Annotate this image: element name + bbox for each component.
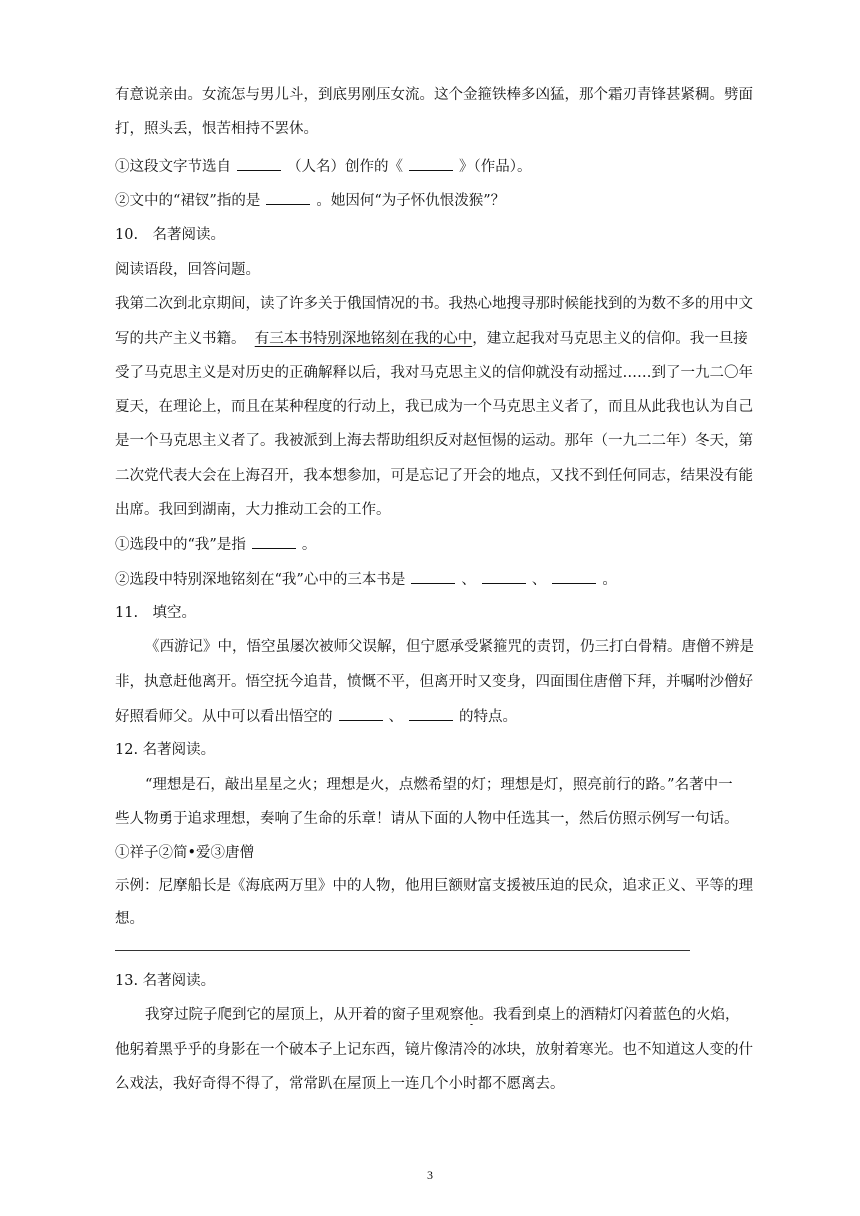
question-text: 。	[301, 537, 317, 553]
question-text: 好照看师父。从中可以看出悟空的	[115, 709, 333, 725]
passage-line: 是一个马克思主义者了。我被派到上海去帮助组织反对赵恒惕的运动。那年（一九二二年）冬天，第	[115, 433, 753, 449]
answer-blank[interactable]	[552, 569, 596, 584]
separator: 、	[388, 709, 403, 725]
passage-text: 我穿过院子爬到它的屋顶上，从开着的窗子里观察	[145, 1007, 464, 1023]
passage-line: 夏天，在理论上，而且在某种程度的行动上，我已成为一个马克思主义者了，而且从此我也认为自己	[115, 399, 753, 415]
answer-blank[interactable]	[482, 569, 526, 584]
answer-blank[interactable]	[252, 534, 296, 549]
answer-blank[interactable]	[411, 569, 455, 584]
passage-line: 受了马克思主义是对历史的正确解释以后，我对马克思主义的信仰就没有动摇过……到了一九二〇年	[115, 365, 753, 381]
answer-blank[interactable]	[409, 156, 453, 171]
underlined-sentence: 有三本书特别深地铭刻在我的心中	[254, 331, 473, 347]
separator: 、	[531, 572, 547, 588]
question-12-heading: 12. 名著阅读。	[115, 742, 216, 758]
emphasized-word: 他	[464, 1007, 479, 1023]
separator: 、	[461, 572, 476, 588]
passage-line: “理想是石，敲出星星之火；理想是火，点燃希望的灯；理想是灯，照亮前行的路。”名著中一	[145, 777, 733, 793]
answer-blank[interactable]	[266, 190, 310, 205]
question-text: 。	[602, 572, 617, 588]
question-11-fill	[115, 706, 780, 727]
question-text: ①这段文字节选自	[115, 159, 231, 175]
question-12-options: ①祥子②简•爱③唐僧	[115, 845, 255, 861]
example-line: 想。	[115, 911, 144, 927]
answer-blank[interactable]	[237, 156, 281, 171]
question-11-heading: 11. 填空。	[115, 605, 197, 621]
question-text: 。她因何“为子怀仇恨泼猴”？	[316, 193, 506, 209]
passage-line	[145, 1005, 780, 1025]
question-text: ①选段中的“我”是指	[115, 537, 246, 553]
passage-line: 有意说亲由。女流怎与男儿斗，到底男刚压女流。这个金箍铁棒多凶猛，那个霜刃青锋甚紧稠。劈面	[115, 87, 753, 103]
answer-line[interactable]	[115, 950, 690, 951]
passage-line: 出席。我回到湖南，大力推动工会的工作。	[115, 502, 391, 518]
question-text: 》（作品）。	[459, 159, 532, 175]
question-text: ②文中的“裙钗”指的是	[115, 193, 261, 209]
passage-text: 写的共产主义书籍。	[115, 331, 246, 347]
question-text: ②选段中特别深地铭刻在“我”心中的三本书是	[115, 572, 406, 588]
passage-text: 。我看到桌上的酒精灯闪着蓝色的火焰，	[478, 1007, 740, 1023]
passage-line: 我第二次到北京期间，读了许多关于俄国情况的书。我热心地搜寻那时候能找到的为数不多的用中文	[115, 296, 753, 312]
passage-line: 二次党代表大会在上海召开，我本想参加，可是忘记了开会的地点，又找不到任何同志，结果没有能	[115, 468, 753, 484]
question-text: 的特点。	[459, 709, 517, 725]
question-13-heading: 13. 名著阅读。	[115, 973, 216, 989]
answer-blank[interactable]	[339, 706, 383, 721]
passage-line: 《西游记》中，悟空虽屡次被师父误解，但宁愿承受紧箍咒的责罚，仍三打白骨精。唐僧不辨是	[145, 639, 754, 655]
question-9-1	[115, 156, 780, 177]
answer-blank[interactable]	[409, 706, 453, 721]
passage-line: 他躬着黑乎乎的身影在一个破本子上记东西，镜片像清冷的冰块，放射着寒光。也不知道这人变的什	[115, 1042, 753, 1058]
passage-line: 些人物勇于追求理想，奏响了生命的乐章！请从下面的人物中任选其一，然后仿照示例写一句话。	[115, 811, 739, 827]
passage-text: ，建立起我对马克思主义的信仰。我一旦接	[472, 331, 748, 347]
passage-line: 么戏法，我好奇得不得了，常常趴在屋顶上一连几个小时都不愿离去。	[115, 1076, 565, 1092]
passage-line: 打，照头丢，恨苦相持不罢休。	[115, 121, 318, 137]
question-10-heading: 10. 名著阅读。	[115, 227, 226, 243]
question-10-instruction: 阅读语段，回答问题。	[115, 262, 260, 278]
question-9-2	[115, 190, 780, 211]
question-10-1	[115, 534, 780, 555]
passage-line: 非，执意赶他离开。悟空抚今追昔，愤慨不平，但离开时又变身，四面围住唐僧下拜，并嘱咐沙僧好	[115, 674, 753, 690]
page-number: 3	[427, 1168, 433, 1182]
question-10-2	[115, 569, 780, 590]
question-text: （人名）创作的《	[287, 159, 403, 175]
passage-line	[115, 329, 780, 349]
example-line: 示例：尼摩船长是《海底两万里》中的人物，他用巨额财富支援被压迫的民众，追求正义、平等的理	[115, 878, 753, 894]
